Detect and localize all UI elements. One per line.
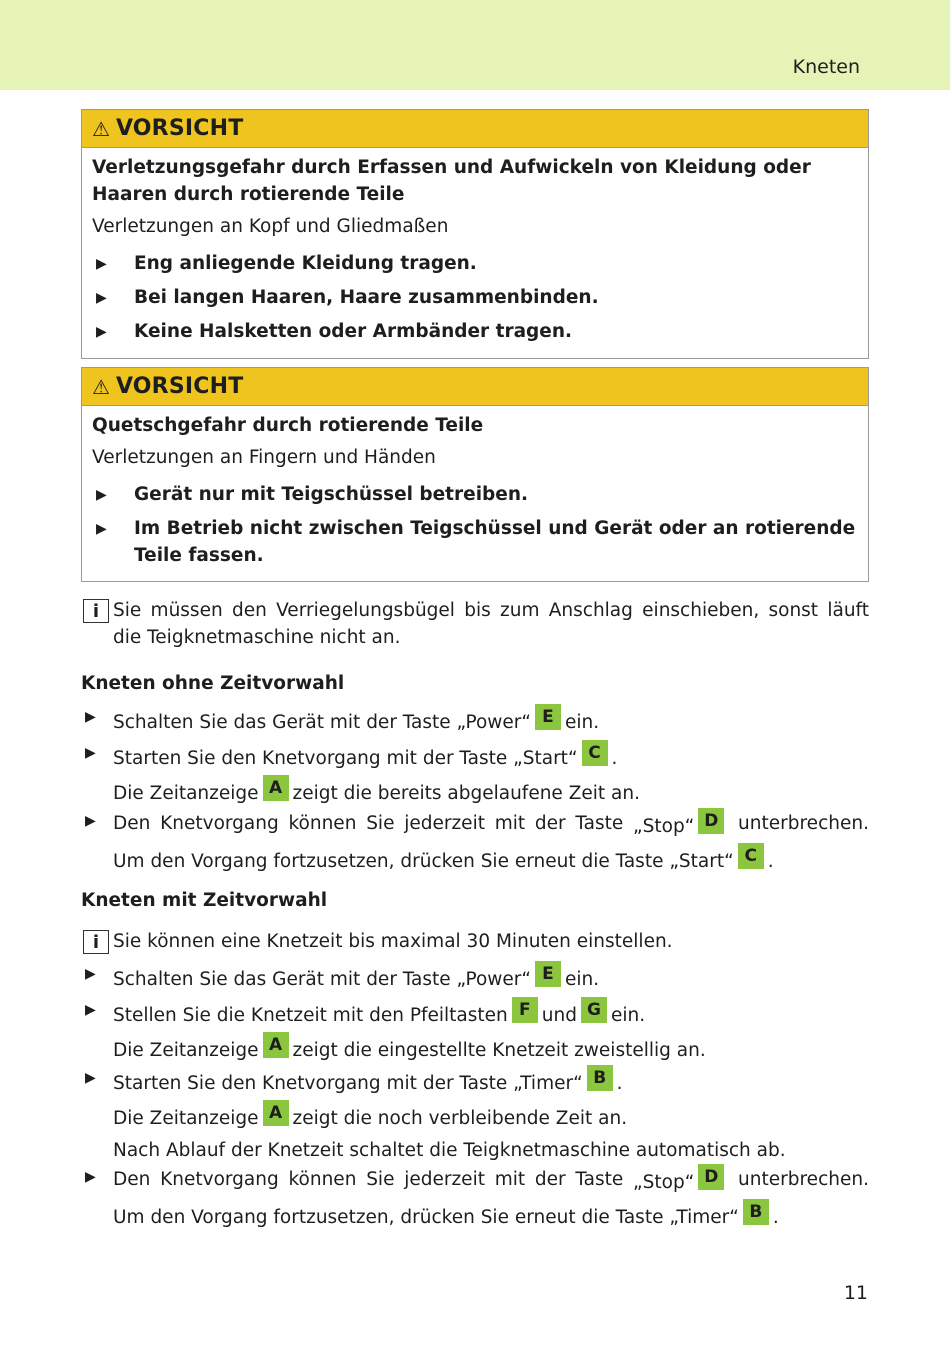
warning-triangle-icon: ⚠ bbox=[92, 116, 110, 141]
key-badge-f: F bbox=[512, 997, 538, 1023]
key-badge-c: C bbox=[738, 843, 764, 869]
warning-box-1 bbox=[81, 109, 869, 359]
info-note-2 bbox=[83, 928, 869, 955]
key-badge-a: A bbox=[263, 775, 289, 801]
key-badge-a: A bbox=[263, 1100, 289, 1126]
page-number: 11 bbox=[843, 1282, 868, 1304]
info-icon: i bbox=[83, 599, 109, 623]
warning-consequence: Verletzungen an Kopf und Gliedmaßen bbox=[92, 216, 449, 237]
warning-header bbox=[82, 110, 868, 148]
key-badge-e: E bbox=[535, 704, 561, 730]
warning-consequence: Verletzungen an Fingern und Händen bbox=[92, 447, 436, 468]
step-item: ▶ Schalten Sie das Gerät mit der Taste „Power“ E ein. bbox=[81, 704, 869, 739]
info-note-1 bbox=[83, 597, 869, 651]
key-badge-a: A bbox=[263, 1032, 289, 1058]
arrow-right-icon: ▶ bbox=[85, 1002, 96, 1018]
arrow-right-icon: ▶ bbox=[96, 256, 107, 272]
arrow-right-icon: ▶ bbox=[85, 1169, 96, 1185]
warning-measure: ▶ Eng anliegende Kleidung tragen. bbox=[92, 250, 858, 278]
step-item: ▶ Starten Sie den Knetvorgang mit der Taste „Timer“ B . Die Zeitanzeige A zeigt die noch verbleibende Zeit an. Nach Ablauf der Knetzeit schaltet die Teigknetmaschine automatisch ab. bbox=[81, 1065, 869, 1167]
warning-label: VORSICHT bbox=[115, 374, 244, 399]
key-badge-b: B bbox=[743, 1199, 769, 1225]
arrow-right-icon: ▶ bbox=[85, 745, 96, 761]
key-badge-b: B bbox=[587, 1065, 613, 1091]
warning-measure: ▶ Keine Halsketten oder Armbänder tragen. bbox=[92, 318, 858, 346]
step-item: ▶ Schalten Sie das Gerät mit der Taste „Power“ E ein. bbox=[81, 961, 869, 996]
warning-box-2 bbox=[81, 367, 869, 582]
step-item: ▶ Den Knetvorgang können Sie jederzeit mit der Taste „Stop“ D unterbrechen. Um den Vorgang fortzusetzen, drücken Sie erneut die Taste „Start“ C . bbox=[81, 808, 869, 878]
warning-measure: ▶ Im Betrieb nicht zwischen Teigschüssel und Gerät oder an rotierende Teile fassen. bbox=[92, 515, 858, 569]
header-title: Kneten bbox=[792, 56, 860, 78]
warning-measure: ▶ Bei langen Haaren, Haare zusammenbinden. bbox=[92, 284, 858, 312]
key-badge-d: D bbox=[698, 808, 724, 834]
arrow-right-icon: ▶ bbox=[85, 813, 96, 829]
section-title-mit-zeitvorwahl: Kneten mit Zeitvorwahl bbox=[81, 890, 328, 911]
info-text: Sie können eine Knetzeit bis maximal 30 Minuten einstellen. bbox=[113, 931, 673, 952]
arrow-right-icon: ▶ bbox=[85, 966, 96, 982]
warning-label: VORSICHT bbox=[115, 116, 244, 141]
arrow-right-icon: ▶ bbox=[96, 290, 107, 306]
info-text: Sie müssen den Verriegelungsbügel bis zum Anschlag einschieben, sonst läuft die Teigknetmaschine nicht an. bbox=[113, 600, 869, 648]
warning-triangle-icon: ⚠ bbox=[92, 374, 110, 399]
key-badge-g: G bbox=[581, 997, 607, 1023]
arrow-right-icon: ▶ bbox=[85, 1070, 96, 1086]
arrow-right-icon: ▶ bbox=[96, 487, 107, 503]
key-badge-e: E bbox=[535, 961, 561, 987]
warning-hazard: Quetschgefahr durch rotierende Teile bbox=[92, 415, 484, 436]
warning-header bbox=[82, 368, 868, 406]
arrow-right-icon: ▶ bbox=[96, 521, 107, 537]
step-item: ▶ Starten Sie den Knetvorgang mit der Taste „Start“ C . Die Zeitanzeige A zeigt die bereits abgelaufene Zeit an. bbox=[81, 740, 869, 810]
arrow-right-icon: ▶ bbox=[85, 709, 96, 725]
warning-hazard: Verletzungsgefahr durch Erfassen und Aufwickeln von Kleidung oder Haaren durch rotierende Teile bbox=[92, 157, 811, 205]
step-item: ▶ Den Knetvorgang können Sie jederzeit mit der Taste „Stop“ D unterbrechen. Um den Vorgang fortzusetzen, drücken Sie erneut die Taste „Timer“ B . bbox=[81, 1164, 869, 1234]
key-badge-d: D bbox=[698, 1164, 724, 1190]
warning-measure: ▶ Gerät nur mit Teigschüssel betreiben. bbox=[92, 481, 858, 509]
arrow-right-icon: ▶ bbox=[96, 324, 107, 340]
step-item: ▶ Stellen Sie die Knetzeit mit den Pfeiltasten F und G ein. Die Zeitanzeige A zeigt die eingestellte Knetzeit zweistellig an. bbox=[81, 997, 869, 1067]
info-icon: i bbox=[83, 930, 109, 954]
key-badge-c: C bbox=[582, 740, 608, 766]
section-title-ohne-zeitvorwahl: Kneten ohne Zeitvorwahl bbox=[81, 673, 345, 694]
